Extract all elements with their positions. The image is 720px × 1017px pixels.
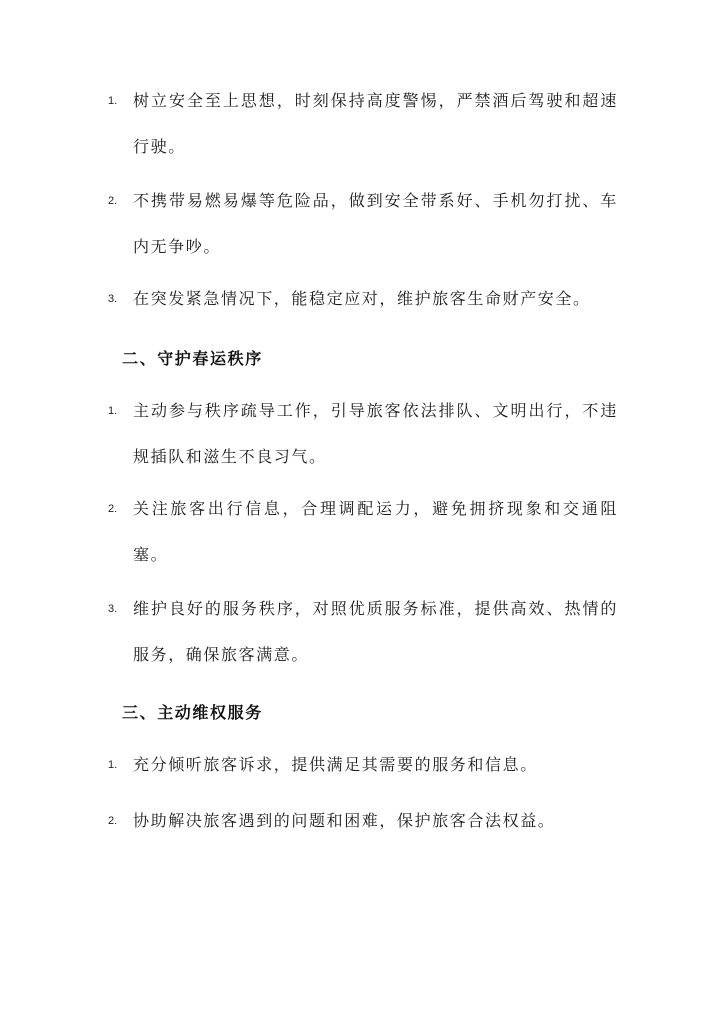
list-item-text: 不携带易燃易爆等危险品，做到安全带系好、手机勿打扰、车内无争吵。 — [133, 191, 618, 256]
list-item-number: 3. — [108, 293, 118, 305]
list-item-number: 2. — [108, 815, 118, 827]
list-item-number: 1. — [108, 759, 118, 771]
list-item-text: 在突发紧急情况下，能稳定应对，维护旅客生命财产安全。 — [133, 289, 591, 308]
list-item-number: 2. — [108, 503, 118, 515]
list-item-text: 充分倾听旅客诉求，提供满足其需要的服务和信息。 — [133, 755, 538, 774]
list-item-text: 关注旅客出行信息，合理调配运力，避免拥挤现象和交通阻塞。 — [133, 499, 618, 564]
section-heading: 三、主动维权服务 — [122, 703, 263, 722]
list-item-number: 1. — [108, 405, 118, 417]
list-item-number: 3. — [108, 603, 118, 615]
list-item-text: 主动参与秩序疏导工作，引导旅客依法排队、文明出行，不违规插队和滋生不良习气。 — [133, 401, 618, 466]
list-item-text: 树立安全至上思想，时刻保持高度警惕，严禁酒后驾驶和超速行驶。 — [133, 91, 618, 156]
list-item-number: 2. — [108, 195, 118, 207]
list-item-text: 维护良好的服务秩序，对照优质服务标准，提供高效、热情的服务，确保旅客满意。 — [133, 599, 618, 664]
section-heading: 二、守护春运秩序 — [122, 349, 263, 368]
list-item-number: 1. — [108, 95, 118, 107]
list-item-text: 协助解决旅客遇到的问题和困难，保护旅客合法权益。 — [133, 811, 556, 830]
